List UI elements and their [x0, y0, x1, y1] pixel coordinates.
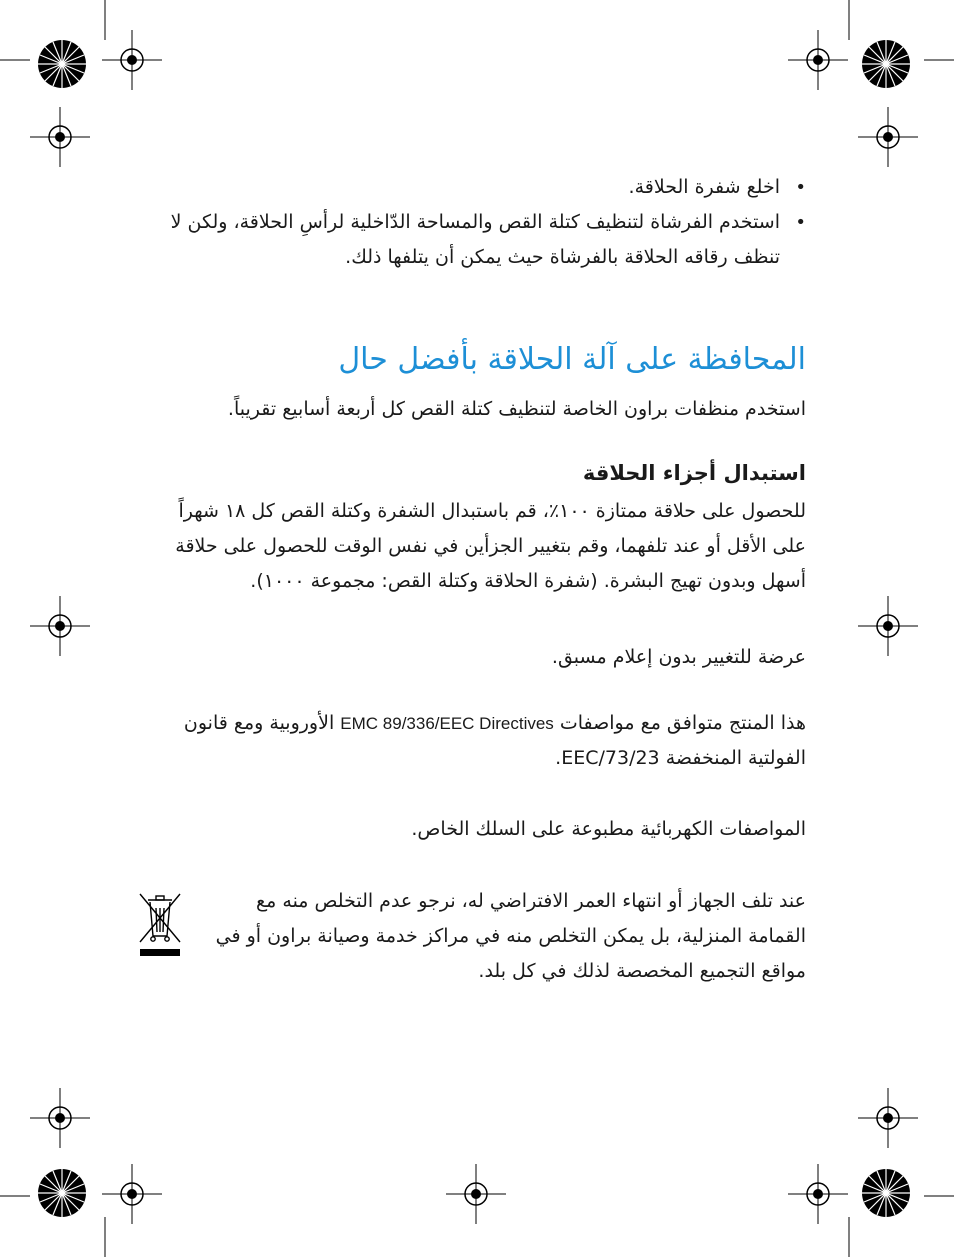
- registration-mark-icon: [858, 1088, 918, 1148]
- disposal-notice: عند تلف الجهاز أو انتهاء العمر الافتراضي له، نرجو عدم التخلص منه مع القمامة المنزلية، بل يمكن التخلص منه في مراكز خدمة وصيانة براون أو في مواقع التجميع المخصصة لذلك في كل بلد.: [215, 890, 806, 982]
- registration-mark-icon: [858, 596, 918, 656]
- crossed-out-wheelie-bin-icon: [138, 892, 182, 958]
- starburst-target-icon: [38, 40, 86, 88]
- section-heading: المحافظة على آلة الحلاقة بأفضل حال: [338, 342, 806, 377]
- registration-mark-icon: [102, 30, 162, 90]
- registration-mark-icon: [788, 1164, 848, 1224]
- registration-mark-icon: [102, 1164, 162, 1224]
- registration-mark-icon: [446, 1164, 506, 1224]
- cleaning-step: • استخدم الفرشاة لتنظيف كتلة القص والمساحة الدّاخلية لرأسِ الحلاقة، ولكن لا تنظف رقاقه الحلاقة بالفرشاة حيث يمكن أن يتلفها ذلك.: [146, 205, 806, 275]
- replacement-title: استبدال أجزاء الحلاقة: [582, 461, 806, 485]
- directive-code: EMC 89/336/EEC Directives: [340, 714, 554, 733]
- directive-text-before: هذا المنتج متوافق مع مواصفات: [559, 712, 806, 734]
- cleaning-steps: [146, 170, 806, 275]
- starburst-target-icon: [862, 1169, 910, 1217]
- electrical-specs: المواصفات الكهربائية مطبوعة على السلك الخاص.: [411, 818, 806, 840]
- registration-mark-icon: [30, 107, 90, 167]
- registration-mark-icon: [788, 30, 848, 90]
- change-notice: عرضة للتغيير بدون إعلام مسبق.: [551, 646, 806, 668]
- cleaning-step: • اخلع شفرة الحلاقة.: [146, 170, 806, 205]
- starburst-target-icon: [38, 1169, 86, 1217]
- starburst-target-icon: [862, 40, 910, 88]
- registration-mark-icon: [858, 107, 918, 167]
- cleaning-intro: استخدم منظفات براون الخاصة لتنظيف كتلة القص كل أربعة أسابيع تقريباً.: [227, 398, 806, 420]
- registration-mark-icon: [30, 596, 90, 656]
- directive-text-after: الأوروبية ومع قانون الفولتية المنخفضة 73/23/EEC.: [183, 712, 806, 769]
- directive-compliance: [146, 706, 806, 776]
- replacement-text: للحصول على حلاقة ممتازة ١٠٠٪، قم باستبدال الشفرة وكتلة القص كل ١٨ شهراً على الأقل أو عند تلفهما، وقم بتغيير الجزأين في نفس الوقت للحصول على حلاقة أسهل وبدون تهيج البشرة. (شفرة الحلاقة وكتلة القص: مجموعة ١٠٠٠).: [175, 500, 806, 592]
- registration-mark-icon: [30, 1088, 90, 1148]
